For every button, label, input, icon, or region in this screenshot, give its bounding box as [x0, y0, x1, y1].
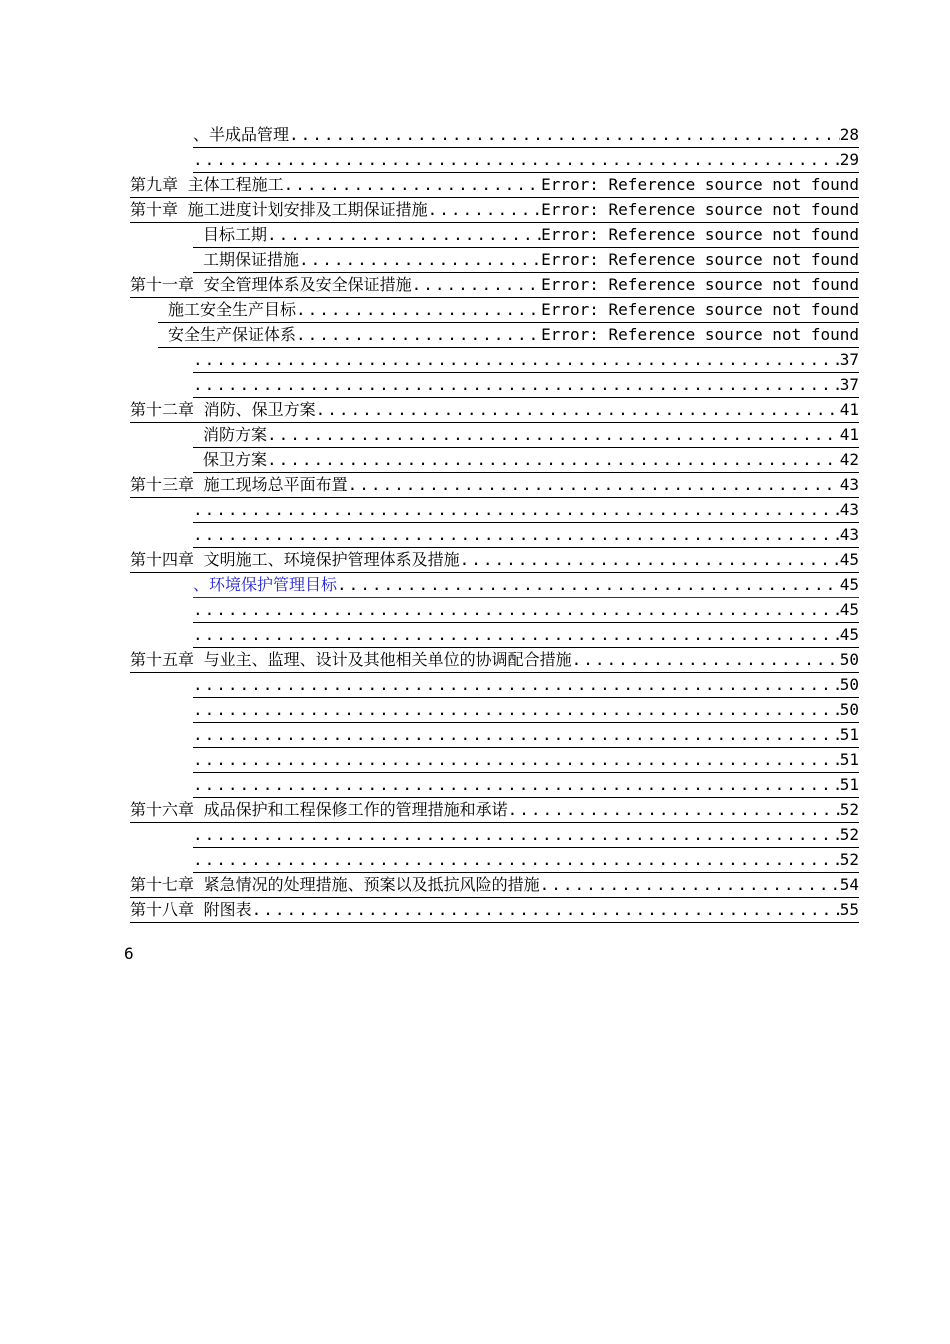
- toc-entry-page: 45: [839, 575, 859, 594]
- toc-entry-page: Error: Reference source not found: [541, 200, 859, 219]
- toc-entry-page: 55: [839, 900, 859, 919]
- toc-entry-page: 28: [839, 125, 859, 144]
- toc-entry-page: Error: Reference source not found: [541, 175, 859, 194]
- toc-entry-page: Error: Reference source not found: [541, 225, 859, 244]
- toc-leader-dots: [193, 772, 840, 797]
- toc-leader-dots: [193, 372, 840, 397]
- toc-entry[interactable]: [158, 297, 859, 323]
- toc-entry-page: 45: [839, 550, 859, 569]
- toc-entry-title: 、环境保护管理目标: [193, 575, 338, 594]
- toc-leader-dots: [337, 572, 840, 597]
- toc-entry[interactable]: [130, 272, 859, 298]
- toc-entry[interactable]: [193, 372, 859, 398]
- toc-leader-dots: [296, 322, 541, 347]
- page-number: 6: [124, 944, 134, 963]
- toc-entry-title: 第十七章 紧急情况的处理措施、预案以及抵抗风险的措施: [130, 875, 540, 894]
- toc-leader-dots: [193, 822, 840, 847]
- toc-entry-page: 51: [839, 725, 859, 744]
- toc-entry[interactable]: [193, 747, 859, 773]
- toc-leader-dots: [267, 422, 840, 447]
- toc-entry[interactable]: [193, 722, 859, 748]
- toc-entry-title: 目标工期: [203, 225, 268, 244]
- toc-entry-page: Error: Reference source not found: [541, 250, 859, 269]
- toc-entry[interactable]: [193, 697, 859, 723]
- toc-entry[interactable]: [193, 772, 859, 798]
- toc-leader-dots: [316, 397, 840, 422]
- toc-entry-title: 第十章 施工进度计划安排及工期保证措施: [130, 200, 428, 219]
- toc-leader-dots: [460, 547, 840, 572]
- toc-entry-title: 第十三章 施工现场总平面布置: [130, 475, 348, 494]
- toc-leader-dots: [267, 222, 541, 247]
- toc-entry[interactable]: [193, 422, 859, 448]
- toc-entry-page: 42: [839, 450, 859, 469]
- toc-entry[interactable]: [193, 147, 859, 173]
- toc-entry-title: 、半成品管理: [193, 125, 290, 144]
- toc-entry-title: 施工安全生产目标: [168, 300, 297, 319]
- toc-leader-dots: [193, 497, 840, 522]
- toc-entry[interactable]: [130, 472, 859, 498]
- toc-leader-dots: [412, 272, 541, 297]
- toc-entry[interactable]: [193, 247, 859, 273]
- toc-entry[interactable]: [193, 622, 859, 648]
- toc-entry-title: 安全生产保证体系: [168, 325, 297, 344]
- toc-entry-page: 29: [839, 150, 859, 169]
- toc-leader-dots: [193, 597, 840, 622]
- toc-entry-page: 54: [839, 875, 859, 894]
- toc-entry-page: 52: [839, 850, 859, 869]
- toc-entry[interactable]: [158, 322, 859, 348]
- toc-entry-page: 51: [839, 775, 859, 794]
- toc-entry-page: 43: [839, 525, 859, 544]
- toc-leader-dots: [193, 147, 840, 172]
- toc-entry[interactable]: [130, 547, 859, 573]
- toc-entry[interactable]: [130, 197, 859, 223]
- toc-entry-title: 消防方案: [203, 425, 268, 444]
- toc-entry[interactable]: [193, 522, 859, 548]
- toc-leader-dots: [252, 897, 840, 922]
- toc-entry-title: 第十四章 文明施工、环境保护管理体系及措施: [130, 550, 460, 569]
- toc-entry-title: 第十八章 附图表: [130, 900, 252, 919]
- toc-leader-dots: [267, 447, 840, 472]
- toc-entry-page: Error: Reference source not found: [541, 275, 859, 294]
- toc-leader-dots: [193, 747, 840, 772]
- toc-leader-dots: [193, 522, 840, 547]
- toc-leader-dots: [193, 672, 840, 697]
- toc-entry-page: 45: [839, 600, 859, 619]
- toc-entry-page: Error: Reference source not found: [541, 325, 859, 344]
- toc-entry-page: 50: [839, 675, 859, 694]
- toc-entry-title: 第十六章 成品保护和工程保修工作的管理措施和承诺: [130, 800, 508, 819]
- toc-entry-page: 41: [839, 400, 859, 419]
- toc-leader-dots: [299, 247, 541, 272]
- toc-leader-dots: [284, 172, 541, 197]
- toc-entry-title: 第十五章 与业主、监理、设计及其他相关单位的协调配合措施: [130, 650, 572, 669]
- toc-entry-page: 50: [839, 650, 859, 669]
- toc-entry[interactable]: [193, 847, 859, 873]
- toc-entry[interactable]: [193, 597, 859, 623]
- toc-leader-dots: [193, 347, 840, 372]
- toc-entry-page: Error: Reference source not found: [541, 300, 859, 319]
- toc-entry-page: 43: [839, 475, 859, 494]
- toc-entry[interactable]: [130, 172, 859, 198]
- toc-leader-dots: [508, 797, 840, 822]
- toc-entry-page: 51: [839, 750, 859, 769]
- toc-entry-page: 37: [839, 375, 859, 394]
- toc-leader-dots: [289, 122, 840, 147]
- toc-leader-dots: [193, 847, 840, 872]
- toc-entry-title: 第十一章 安全管理体系及安全保证措施: [130, 275, 412, 294]
- toc-leader-dots: [193, 697, 840, 722]
- toc-entry[interactable]: [130, 647, 859, 673]
- toc-entry-page: 52: [839, 800, 859, 819]
- toc-leader-dots: [428, 197, 541, 222]
- toc-entry[interactable]: [130, 397, 859, 423]
- toc-leader-dots: [572, 647, 840, 672]
- toc-entry-title: 第十二章 消防、保卫方案: [130, 400, 316, 419]
- toc-entry[interactable]: [130, 897, 859, 923]
- toc-entry[interactable]: [130, 872, 859, 898]
- toc-entry[interactable]: [193, 822, 859, 848]
- toc-entry-page: 50: [839, 700, 859, 719]
- toc-entry[interactable]: [130, 797, 859, 823]
- toc-leader-dots: [193, 622, 840, 647]
- toc-entry[interactable]: [193, 122, 859, 148]
- toc-entry[interactable]: [193, 347, 859, 373]
- toc-leader-dots: [296, 297, 541, 322]
- toc-entry-link[interactable]: [193, 572, 859, 598]
- toc-entry[interactable]: [193, 672, 859, 698]
- toc-entry-page: 45: [839, 625, 859, 644]
- toc-entry-title: 第九章 主体工程施工: [130, 175, 284, 194]
- toc-leader-dots: [348, 472, 840, 497]
- toc-leader-dots: [193, 722, 840, 747]
- toc-entry[interactable]: [193, 497, 859, 523]
- toc-entry-title: 工期保证措施: [203, 250, 300, 269]
- toc-entry-title: 保卫方案: [203, 450, 268, 469]
- toc-entry-page: 37: [839, 350, 859, 369]
- toc-leader-dots: [540, 872, 840, 897]
- toc-entry-page: 43: [839, 500, 859, 519]
- toc-entry[interactable]: [193, 447, 859, 473]
- toc-entry[interactable]: [193, 222, 859, 248]
- toc-entry-page: 41: [839, 425, 859, 444]
- toc-entry-page: 52: [839, 825, 859, 844]
